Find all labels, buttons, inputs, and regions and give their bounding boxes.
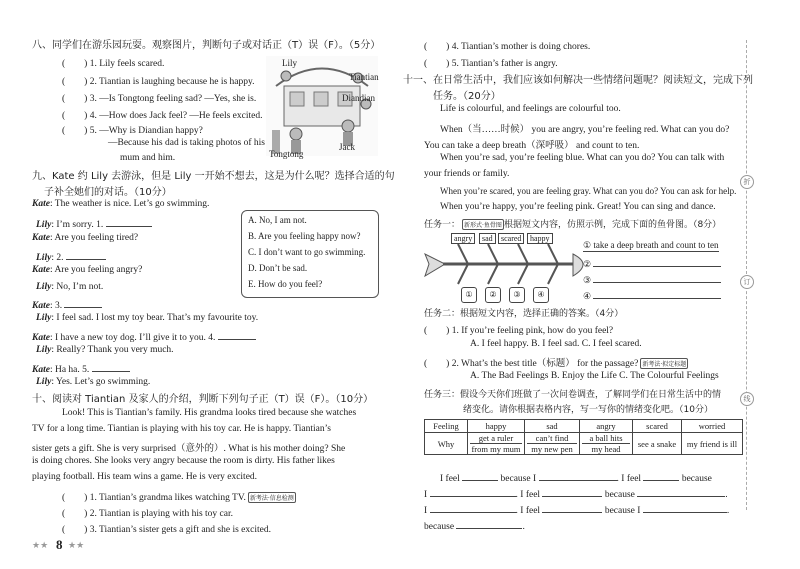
speaker: Lily: [36, 282, 52, 292]
tag-info: 新考法·信息检测: [248, 492, 296, 503]
label-lily: Lily: [282, 58, 297, 68]
side-mark-1: 折: [740, 175, 754, 189]
dialog-line: [36, 249, 106, 263]
playground-illustration: [266, 56, 378, 156]
s8-item-4: ( ) 4. —How does Jack feel? —He feels excited.: [62, 111, 263, 121]
dialog-line: [32, 329, 256, 343]
speaker: Lily: [36, 345, 52, 355]
option-a: A. No, I am not.: [248, 215, 307, 225]
label-tiantian: Tiantian: [349, 72, 379, 82]
s8-item-5-cont2: mum and him.: [120, 153, 176, 163]
utterance: : The weather is nice. Let’s go swimming.: [49, 199, 210, 209]
s8-item-3: ( ) 3. —Is Tongtong feeling sad? —Yes, she is.: [62, 94, 257, 104]
side-mark-2: 订: [740, 275, 754, 289]
s10-para-5: playing football. His team wins a game. He is very excited.: [32, 472, 258, 482]
fish-word-sad: sad: [479, 233, 496, 244]
fish-line-2: ②: [583, 256, 721, 270]
option-c: C. I don’t want to go swimming.: [248, 247, 366, 257]
dialog-line: [32, 199, 209, 209]
s10-item-4: ( ) 4. Tiantian’s mother is doing chores.: [424, 42, 591, 52]
task-1-title: 任务一： 新形式·鱼骨图 根据短文内容，仿照示例，完成下面的鱼骨图。（8分）: [424, 220, 722, 230]
fish-word-angry: angry: [451, 233, 475, 244]
speaker: Lily: [36, 313, 52, 323]
side-mark-3: 线: [740, 392, 754, 406]
utterance: : 3.: [49, 301, 65, 311]
utterance: : Really? Thank you very much.: [51, 345, 174, 355]
s11-para-6: When you’re scared, you are feeling gray. What can you do? You can ask for help.: [440, 186, 737, 196]
table-cell: can’t find my new pen: [525, 433, 580, 455]
table-cell: see a snake: [633, 433, 682, 455]
tag-title: 新考法·拟定标题: [640, 358, 688, 369]
table-cell: Why: [425, 433, 468, 455]
s10-para-3: sister gets a gift. She is very surprised（意外的）. What is his mother doing? She: [32, 444, 346, 454]
s10-para-1: Look! This is Tiantian’s family. His grandma looks tired because she watches: [62, 408, 357, 418]
fish-example: ① take a deep breath and count to ten: [583, 240, 719, 250]
table-row: [425, 420, 743, 433]
fish-line-3: ③: [583, 272, 721, 286]
speaker: Lily: [36, 220, 52, 230]
fish-line-4: ④: [583, 288, 721, 302]
fish-box-3: ③: [509, 287, 525, 303]
answer-blank[interactable]: [218, 329, 256, 340]
s11-para-4: When you’re sad, you’re feeling blue. What can you do? You can talk with: [440, 153, 725, 163]
s11-para-7: When you’re happy, you’re feeling pink. Great! You can sing and dance.: [440, 202, 716, 212]
utterance: : Yes. Let’s go swimming.: [51, 377, 151, 387]
s8-item-5: ( ) 5. —Why is Diandian happy?: [62, 126, 203, 136]
label-diandian: Diandian: [342, 93, 375, 103]
s10-item-3: ( ) 3. Tiantian’s sister gets a gift and she is excited.: [62, 525, 271, 535]
speaker: Kate: [32, 265, 50, 275]
dialog-line: [32, 361, 130, 375]
label-tongtong: Tongtong: [269, 149, 304, 159]
table-cell: a ball hits my head: [580, 433, 633, 455]
option-d: D. Don’t be sad.: [248, 263, 308, 273]
s11-para-1: Life is colourful, and feelings are colourful too.: [440, 104, 621, 114]
utterance: : I’m sorry. 1.: [51, 220, 106, 230]
speaker: Kate: [32, 233, 50, 243]
speaker: Kate: [32, 301, 50, 311]
answer-blank[interactable]: [106, 216, 152, 227]
table-cell: Feeling: [425, 420, 468, 433]
dialog-line: [36, 282, 103, 292]
section-8-title: 八、同学们在游乐园玩耍。观察图片，判断句子或对话正（T）误（F）。（5分）: [32, 40, 381, 51]
s10-item-2: ( ) 2. Tiantian is playing with his toy car.: [62, 509, 233, 519]
task2-q1: ( ) 1. If you’re feeling pink, how do you feel?: [424, 326, 614, 336]
s8-item-1: ( ) 1. Lily feels scared.: [62, 59, 165, 69]
tag-fishbone: 新形式·鱼骨图: [462, 219, 504, 230]
fish-box-1: ①: [461, 287, 477, 303]
task-3-title-2: 绪变化。请你根据表格内容，写一写你的情绪变化吧。（10分）: [463, 405, 713, 415]
dialog-line: [36, 377, 150, 387]
write-line-2: I . I feel because .: [424, 486, 728, 500]
option-e: E. How do you feel?: [248, 279, 323, 289]
utterance: : Are you feeling tired?: [49, 233, 139, 243]
s10-para-2: TV for a long time. Tiantian is playing with his toy car. He is happy. Tiantian’s: [32, 424, 331, 434]
table-cell: sad: [525, 420, 580, 433]
section-10-title: 十、阅读对 Tiantian 及家人的介绍，判断下列句子正（T）误（F）。（10分）: [32, 394, 374, 405]
section-11-title-1: 十一、在日常生活中，我们应该如何解决一些情绪问题呢？阅读短文，完成下列: [403, 75, 753, 86]
s11-para-5: your friends or family.: [424, 169, 510, 179]
task2-q1-options: A. I feel happy. B. I feel sad. C. I feel scared.: [470, 339, 642, 349]
speaker: Kate: [32, 333, 50, 343]
utterance: : Are you feeling angry?: [49, 265, 143, 275]
speaker: Kate: [32, 199, 50, 209]
table-cell: happy: [468, 420, 525, 433]
footer-stars-right: ★★: [68, 540, 85, 550]
speaker: Lily: [36, 253, 52, 263]
write-line-1: I feel because I . I feel because: [440, 470, 712, 484]
page-number: 8: [56, 537, 63, 552]
s11-para-3: You can take a deep breath（深呼吸） and count to ten.: [424, 141, 640, 151]
utterance: : Ha ha. 5.: [49, 365, 92, 375]
write-line-4: because .: [424, 518, 525, 532]
table-cell: angry: [580, 420, 633, 433]
task-3-title-1: 任务三：假设今天你们班做了一次问卷调查，了解同学们在日常生活中的情: [424, 390, 722, 400]
task2-q2: ( ) 2. What’s the best title（标题） for the passage? 新考法·拟定标题: [424, 359, 687, 369]
dialog-line: [36, 313, 258, 323]
utterance: : No, I’m not.: [51, 282, 104, 292]
table-cell: scared: [633, 420, 682, 433]
dialog-line: [32, 233, 138, 243]
table-cell: my friend is ill: [682, 433, 743, 455]
section-9-title-2: 子补全她们的对话。（10分）: [44, 187, 172, 198]
table-row: [425, 433, 743, 455]
fish-word-scared: scared: [498, 233, 524, 244]
utterance: : 2.: [51, 253, 66, 263]
s10-item-1: ( ) 1. Tiantian’s grandma likes watching TV. 新考法·信息检测: [62, 493, 294, 503]
s10-item-5: ( ) 5. Tiantian’s father is angry.: [424, 59, 558, 69]
s10-para-4: is doing chores. She looks very angry because the room is dirty. His father likes: [32, 456, 335, 466]
utterance: : I feel sad. I lost my toy bear. That’s my favourite toy.: [51, 313, 259, 323]
dialog-line: [36, 345, 174, 355]
label-jack: Jack: [339, 142, 355, 152]
answer-blank[interactable]: [64, 297, 102, 308]
options-box: [241, 210, 379, 298]
s11-para-2: When（当……时候） you are angry, you’re feeling red. What can you do?: [440, 125, 730, 135]
fish-box-2: ②: [485, 287, 501, 303]
answer-blank[interactable]: [66, 249, 106, 260]
task-2-title: 任务二：根据短文内容，选择正确的答案。（4分）: [424, 309, 624, 319]
table-cell: worried: [682, 420, 743, 433]
answer-blank[interactable]: [92, 361, 130, 372]
task2-q2-options: A. The Bad Feelings B. Enjoy the Life C. The Colourful Feelings: [470, 371, 719, 381]
footer-stars-left: ★★: [32, 540, 49, 550]
option-b: B. Are you feeling happy now?: [248, 231, 361, 241]
s8-item-2: ( ) 2. Tiantian is laughing because he is happy.: [62, 77, 255, 87]
s8-item-5-cont1: —Because his dad is taking photos of his: [108, 138, 265, 148]
speaker: Lily: [36, 377, 52, 387]
fish-box-4: ④: [533, 287, 549, 303]
section-11-title-2: 任务。（20分）: [433, 91, 501, 102]
speaker: Kate: [32, 365, 50, 375]
fish-word-happy: happy: [527, 233, 553, 244]
utterance: : I have a new toy dog. I’ll give it to you. 4.: [49, 333, 218, 343]
section-9-title-1: 九、Kate 约 Lily 去游泳，但是 Lily 一开始不想去，这是为什么呢？选择合适的句: [32, 171, 395, 182]
feeling-table: [424, 419, 743, 455]
table-cell: get a ruler from my mum: [468, 433, 525, 455]
write-line-3: I . I feel because I .: [424, 502, 729, 516]
dialog-line: [32, 297, 102, 311]
dialog-line: [32, 265, 142, 275]
dialog-line: [36, 216, 152, 230]
